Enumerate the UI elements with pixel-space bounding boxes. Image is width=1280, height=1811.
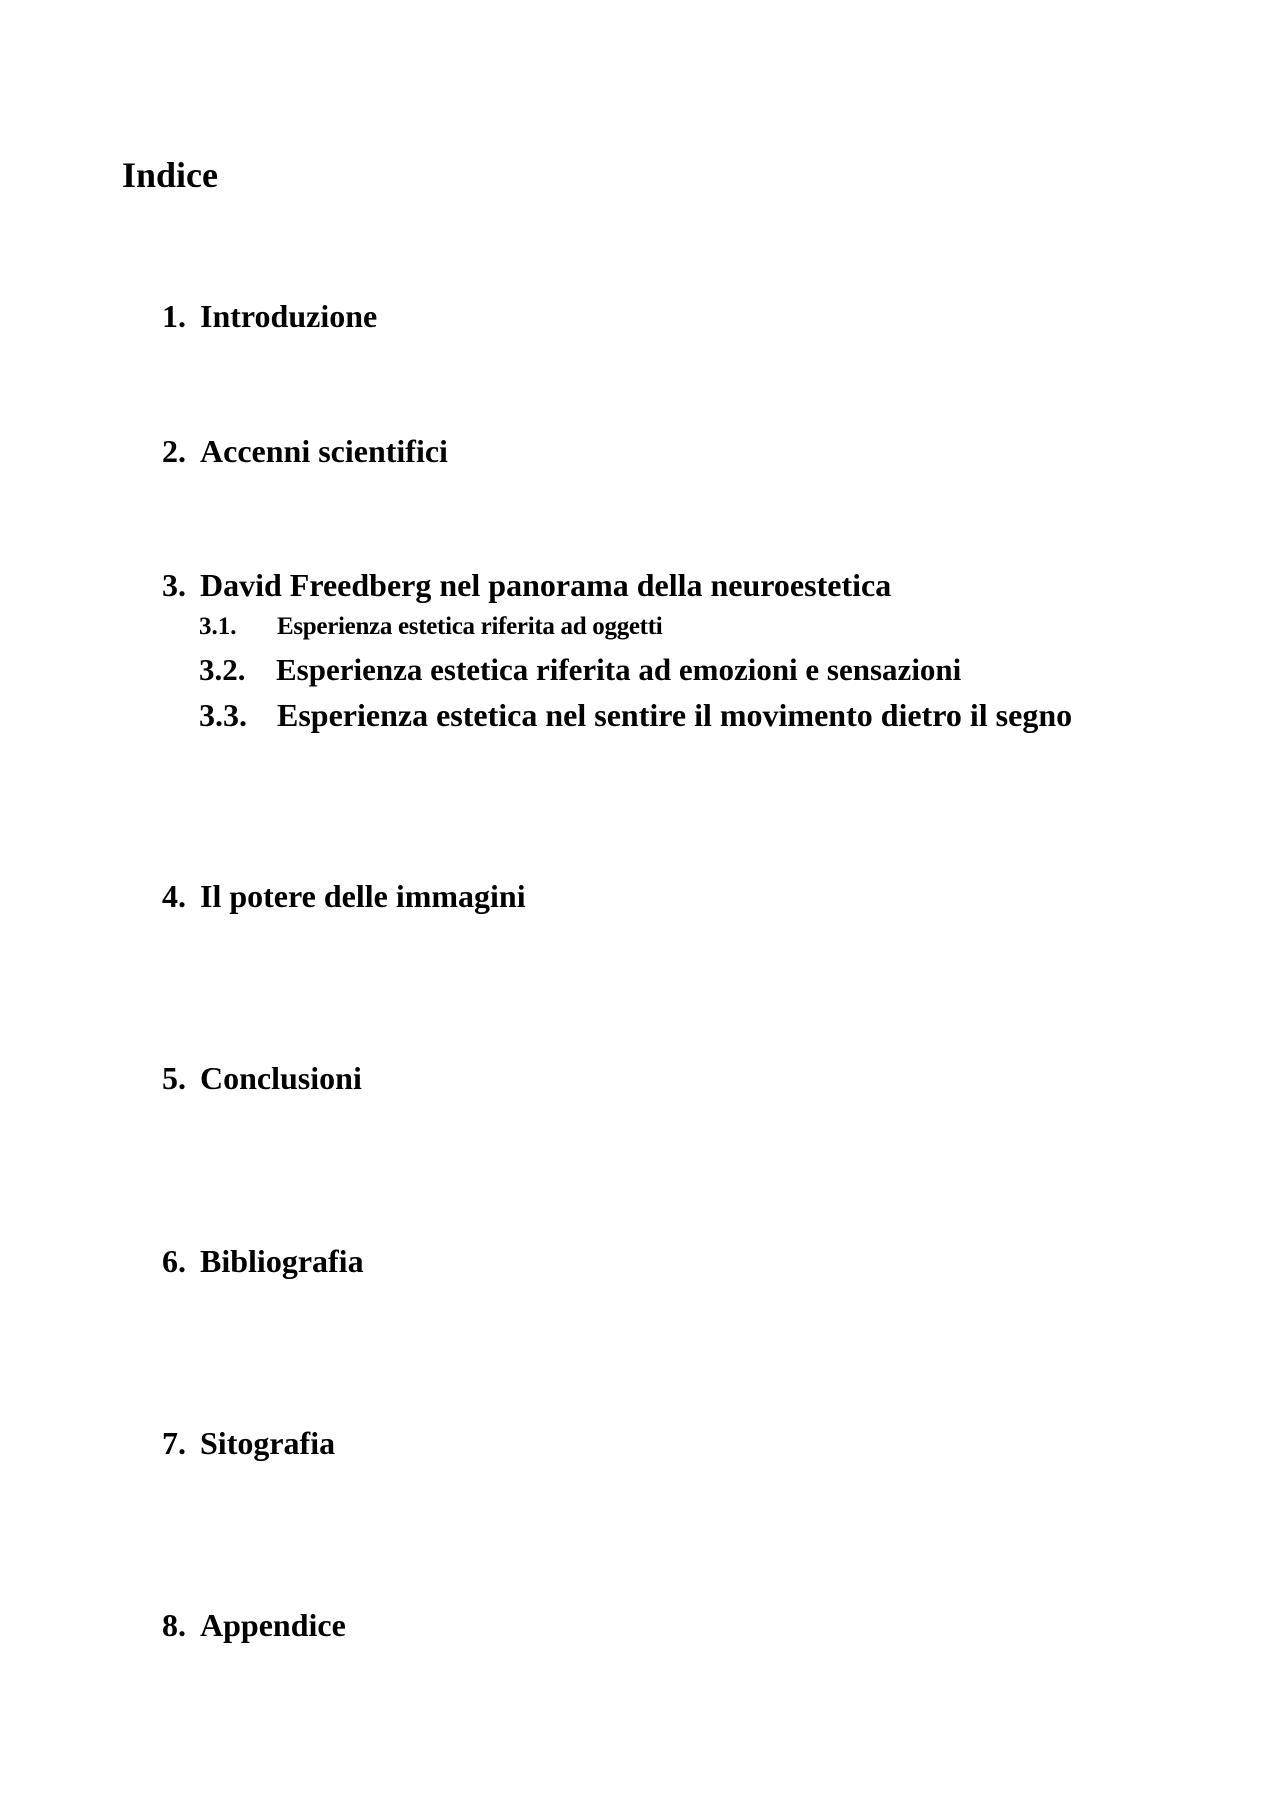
toc-item-number: 8. (162, 1607, 186, 1643)
toc-subitem-number: 3.2. (199, 652, 246, 687)
toc-item-label: Bibliografia (200, 1243, 364, 1279)
toc-item-label: Introduzione (200, 298, 378, 334)
toc-item-accenni-scientifici (162, 435, 448, 467)
toc-subitem-oggetti (199, 614, 662, 639)
toc-item-number: 2. (162, 433, 186, 469)
toc-item-label: David Freedberg nel panorama della neuroestetica (200, 567, 892, 603)
toc-item-appendice (162, 1609, 346, 1641)
toc-item-number: 1. (162, 298, 186, 334)
toc-item-potere-immagini (162, 880, 526, 912)
toc-item-number: 5. (162, 1060, 186, 1096)
toc-subitem-number: 3.3. (199, 697, 247, 733)
page-title: Indice (122, 155, 219, 195)
toc-subitem-emozioni (199, 654, 961, 685)
toc-item-number: 4. (162, 878, 186, 914)
toc-item-label: Accenni scientifici (200, 433, 448, 469)
toc-item-number: 7. (162, 1425, 186, 1461)
toc-item-introduzione (162, 300, 377, 332)
toc-item-label: Appendice (200, 1607, 346, 1643)
toc-subitem-number: 3.1. (199, 613, 237, 640)
toc-item-david-freedberg (162, 569, 891, 601)
toc-item-number: 3. (162, 567, 186, 603)
toc-item-conclusioni (162, 1062, 362, 1094)
toc-item-label: Conclusioni (200, 1060, 362, 1096)
toc-item-label: Sitografia (200, 1425, 336, 1461)
toc-subitem-movimento (199, 699, 1072, 731)
toc-subitem-label: Esperienza estetica nel sentire il movimento dietro il segno (277, 697, 1073, 733)
toc-item-bibliografia (162, 1245, 364, 1277)
toc-item-label: Il potere delle immagini (200, 878, 526, 914)
toc-item-number: 6. (162, 1243, 186, 1279)
toc-subitem-label: Esperienza estetica riferita ad emozioni e sensazioni (276, 652, 962, 687)
toc-subitem-label: Esperienza estetica riferita ad oggetti (277, 613, 663, 640)
toc-item-sitografia (162, 1427, 335, 1459)
